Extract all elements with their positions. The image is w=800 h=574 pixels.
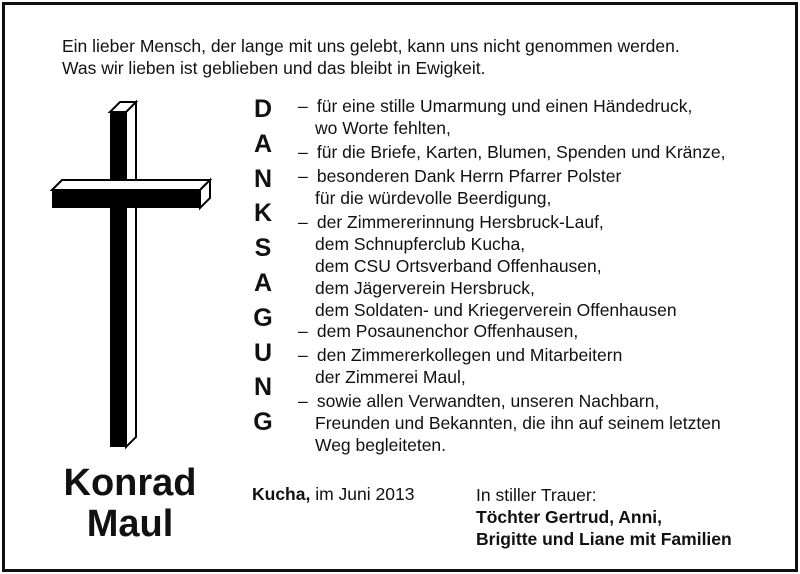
danksagung-letter: D [253,95,273,123]
thanks-item: – für die Briefe, Karten, Blumen, Spenden und Kränze, [298,142,726,162]
danksagung-letter: A [253,268,273,297]
mourners-line: Töchter Gertrud, Anni, [476,507,663,527]
thanks-item: – besonderen Dank Herrn Pfarrer Polster für die würdevolle Beerdigung, [298,166,622,208]
danksagung-letter: K [253,199,273,228]
intro-line: Ein lieber Mensch, der lange mit uns gelebt, kann uns nicht genommen werden. [62,36,680,56]
thanks-item: – der Zimmererinnung Hersbruck-Lauf, dem Schnupferclub Kucha, dem CSU Ortsverband Offenhausen, dem Jägerverein Hersbruck, dem Soldaten- und Kriegerverein Offenhausen [298,212,677,320]
danksagung-vertical [248,92,278,440]
danksagung-letter: S [254,234,272,263]
deceased-first-name: Konrad [63,462,197,504]
danksagung-letter: G [253,303,273,332]
deceased-name [40,463,220,545]
place-town: Kucha, [252,484,311,504]
deceased-last-name: Maul [86,503,174,545]
danksagung-letter: N [253,164,273,193]
thanks-item: – sowie allen Verwandten, unseren Nachbarn, Freunden und Bekannten, die ihn auf seinem letzten Weg begleiteten. [298,391,721,455]
mourners-intro: In stiller Trauer: [476,485,597,505]
thanks-item: – den Zimmererkollegen und Mitarbeitern der Zimmerei Maul, [298,345,623,387]
thanks-item: – für eine stille Umarmung und einen Händedruck, wo Worte fehlten, [298,96,693,138]
thanks-item: – dem Posaunenchor Offenhausen, [298,321,579,341]
cross-icon [40,90,220,452]
intro-quote [62,35,680,79]
danksagung-letter: A [253,129,273,158]
place-date [252,484,414,505]
danksagung-letter: U [253,338,273,367]
place-date-text: im Juni 2013 [315,484,415,504]
danksagung-letter: G [253,408,273,437]
mourners [476,484,732,550]
mourners-line: Brigitte und Liane mit Familien [476,529,732,549]
danksagung-letter: N [253,373,273,402]
intro-line: Was wir lieben ist geblieben und das bleibt in Ewigkeit. [62,58,486,78]
